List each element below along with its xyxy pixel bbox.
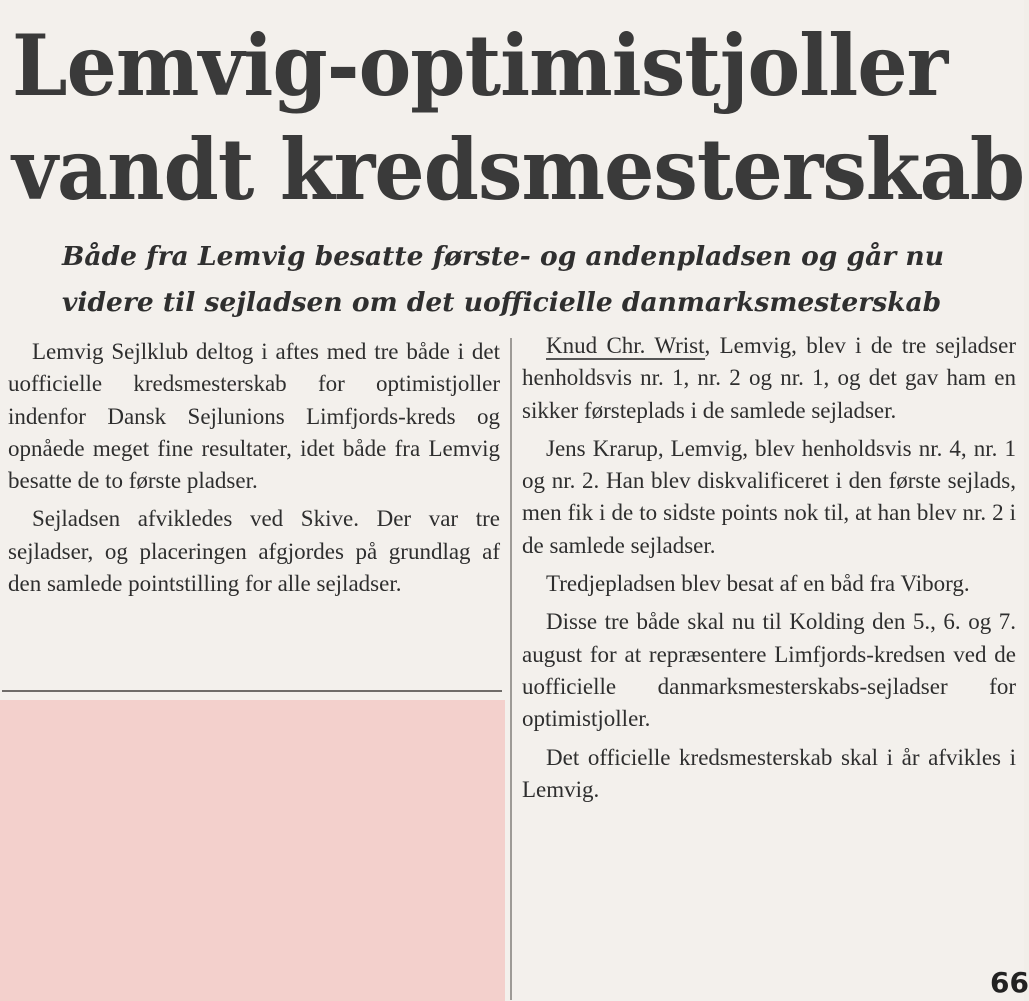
headline-line-2: vandt kredsmesterskab [12,120,1025,219]
underlined-name: Knud Chr. Wrist [546,333,705,358]
left-paragraph-1: Lemvig Sejlklub deltog i aftes med tre både i det uofficielle kredsmesterskab for optimistjoller indenfor Dansk Sejlunions Limfjords-kreds og opnåede meget fine resultater, idet både fra Lemvig besatte de to første pladser. [8,339,500,494]
right-paragraph-2: Jens Krarup, Lemvig, blev henholdsvis nr. 4, nr. 1 og nr. 2. Han blev diskvalificeret i den første sejlads, men fik i de to sidste points nok til, at han blev nr. 2 i de samlede sejladser. [522,435,1016,558]
column-end-rule [2,690,502,692]
headline-line-1: Lemvig-optimistjoller [12,16,948,115]
right-column [522,330,1016,812]
subhead-line-1: Både fra Lemvig besatte første- og andenpladsen og går nu [62,241,944,272]
column-divider [510,338,512,1000]
subheadline [62,234,1022,326]
right-paragraph-1 [522,330,1016,427]
right-paragraph-4: Disse tre både skal nu til Kolding den 5., 6. og 7. august for at repræsentere Limfjords-kredsen ved de uofficielle danmarksmesterskabs-sejladser for optimistjoller. [522,609,1016,732]
right-paragraph-5: Det officielle kredsmesterskab skal i år afvikles i Lemvig. [522,744,1016,802]
left-paragraph-2: Sejladsen afvikledes ved Skive. Der var tre sejladser, og placeringen afgjordes på grundlag af den samlede pointstilling for alle sejladser. [8,506,500,597]
right-paragraph-1-rest: , Lemvig, blev i de tre sejladser henholdsvis nr. 1, nr. 2 og nr. 1, og det gav ham en sikker førsteplads i de samlede sejladser. [522,333,1016,423]
headline [12,14,1025,222]
subhead-line-2: videre til sejladsen om det uofficielle danmarksmesterskab [62,287,942,318]
pink-paper-patch [0,700,505,1001]
handwritten-page-number: 66 [990,966,1029,999]
right-paragraph-3: Tredjepladsen blev besat af en båd fra Viborg. [546,571,970,597]
left-column [8,336,500,606]
